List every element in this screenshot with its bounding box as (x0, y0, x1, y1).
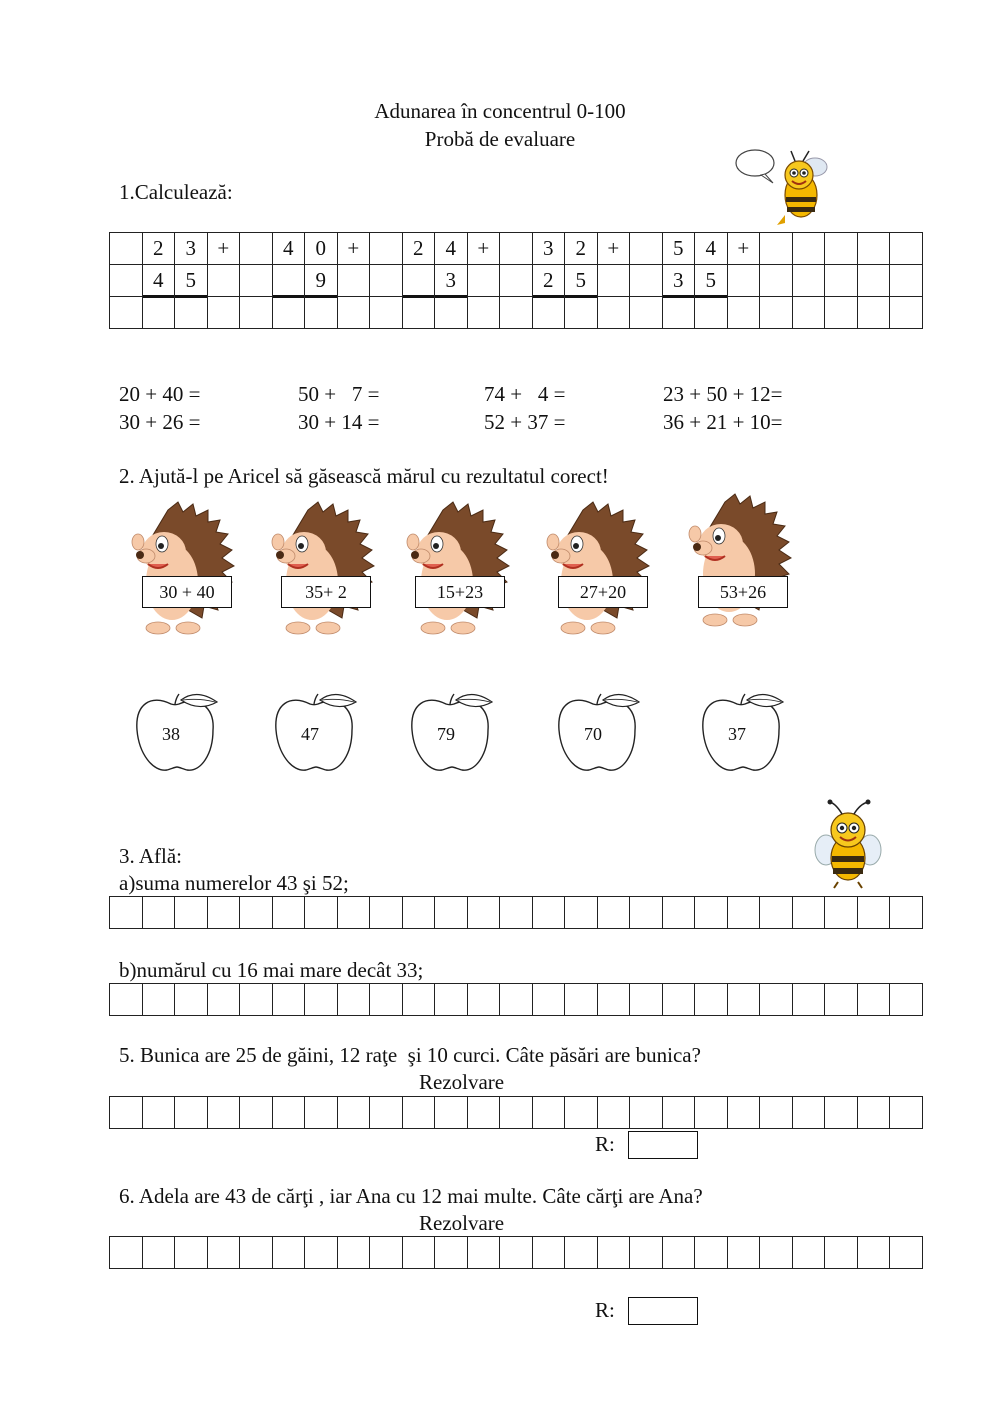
equation: 74 + 4 = (484, 382, 566, 406)
grid-cell[interactable] (467, 1237, 500, 1269)
grid-cell[interactable] (890, 1097, 923, 1129)
grid-cell[interactable] (175, 897, 208, 929)
grid-cell[interactable] (630, 265, 663, 297)
answer-grid-5 (109, 1096, 923, 1129)
grid-cell[interactable] (630, 897, 663, 929)
grid-cell[interactable] (142, 265, 175, 297)
grid-cell[interactable] (760, 233, 793, 265)
grid-cell[interactable] (532, 984, 565, 1016)
grid-cell[interactable] (110, 1237, 143, 1269)
grid-cell[interactable] (662, 1237, 695, 1269)
grid-cell[interactable] (435, 297, 468, 329)
grid-cell[interactable] (727, 297, 760, 329)
grid-cell[interactable] (207, 297, 240, 329)
grid-digit: 2 (153, 236, 164, 260)
grid-cell[interactable] (175, 984, 208, 1016)
grid-cell[interactable] (857, 984, 890, 1016)
grid-cell[interactable] (857, 1237, 890, 1269)
grid-cell[interactable] (305, 984, 338, 1016)
grid-cell[interactable] (110, 297, 143, 329)
grid-cell[interactable] (890, 297, 923, 329)
grid-cell[interactable] (272, 984, 305, 1016)
grid-cell[interactable] (272, 265, 305, 297)
grid-digit: 3 (445, 268, 456, 292)
grid-cell[interactable] (500, 233, 533, 265)
grid-cell[interactable] (727, 1237, 760, 1269)
grid-cell[interactable] (662, 984, 695, 1016)
grid-cell[interactable] (240, 233, 273, 265)
grid-cell[interactable] (207, 1097, 240, 1129)
grid-cell[interactable] (435, 984, 468, 1016)
grid-cell[interactable] (532, 297, 565, 329)
exercise-6-rezolvare: Rezolvare (419, 1211, 505, 1235)
grid-digit: 3 (673, 268, 684, 292)
grid-cell[interactable] (630, 297, 663, 329)
hedgehog-expression[interactable]: 35+ 2 (281, 576, 371, 608)
grid-cell[interactable] (890, 233, 923, 265)
grid-cell[interactable] (435, 265, 468, 297)
grid-cell[interactable] (272, 297, 305, 329)
grid-digit: 5 (705, 268, 716, 292)
grid-cell[interactable] (272, 897, 305, 929)
grid-cell[interactable] (467, 233, 500, 265)
apple-number: 47 (301, 724, 319, 744)
grid-digit: + (347, 236, 360, 260)
grid-cell[interactable] (305, 233, 338, 265)
grid-cell[interactable] (565, 297, 598, 329)
grid-cell[interactable] (727, 265, 760, 297)
grid-cell[interactable] (532, 1237, 565, 1269)
grid-cell[interactable] (467, 984, 500, 1016)
grid-cell[interactable] (402, 897, 435, 929)
grid-cell[interactable] (630, 984, 663, 1016)
grid-cell[interactable] (272, 1237, 305, 1269)
grid-cell[interactable] (597, 1097, 630, 1129)
grid-cell[interactable] (207, 233, 240, 265)
grid-cell[interactable] (337, 233, 370, 265)
grid-cell[interactable] (597, 233, 630, 265)
grid-cell[interactable] (597, 1237, 630, 1269)
grid-cell[interactable] (630, 1097, 663, 1129)
grid-cell[interactable] (110, 233, 143, 265)
grid-cell[interactable] (760, 265, 793, 297)
grid-cell[interactable] (825, 1097, 858, 1129)
grid-cell[interactable] (175, 1237, 208, 1269)
grid-cell[interactable] (467, 297, 500, 329)
equation: 30 + 14 = (298, 410, 380, 434)
grid-cell[interactable] (695, 1237, 728, 1269)
grid-cell[interactable] (792, 233, 825, 265)
grid-cell[interactable] (695, 1097, 728, 1129)
grid-cell[interactable] (760, 1097, 793, 1129)
grid-cell[interactable] (435, 1097, 468, 1129)
equation: 52 + 37 = (484, 410, 566, 434)
grid-cell[interactable] (207, 265, 240, 297)
grid-cell[interactable] (662, 1097, 695, 1129)
exercise-1-heading: 1.Calculează: (119, 180, 233, 204)
equation: 20 + 40 = (119, 382, 201, 406)
grid-cell[interactable] (662, 233, 695, 265)
grid-cell[interactable] (727, 233, 760, 265)
grid-cell[interactable] (727, 1097, 760, 1129)
grid-cell[interactable] (825, 297, 858, 329)
grid-digit: 3 (185, 236, 196, 260)
hedgehog-expression[interactable]: 15+23 (415, 576, 505, 608)
grid-cell[interactable] (792, 1097, 825, 1129)
grid-cell[interactable] (532, 897, 565, 929)
grid-cell[interactable] (370, 297, 403, 329)
equation: 23 + 50 + 12= (663, 382, 783, 406)
grid-cell[interactable] (402, 265, 435, 297)
grid-cell[interactable] (565, 233, 598, 265)
grid-cell[interactable] (207, 897, 240, 929)
grid-cell[interactable] (467, 1097, 500, 1129)
grid-cell[interactable] (142, 984, 175, 1016)
grid-cell[interactable] (142, 897, 175, 929)
grid-cell[interactable] (857, 233, 890, 265)
grid-cell[interactable] (565, 265, 598, 297)
hedgehog-icon (685, 492, 795, 632)
grid-cell[interactable] (402, 297, 435, 329)
grid-cell[interactable] (695, 265, 728, 297)
equation: 30 + 26 = (119, 410, 201, 434)
grid-cell[interactable] (760, 984, 793, 1016)
grid-digit: 0 (315, 236, 326, 260)
grid-cell[interactable] (337, 984, 370, 1016)
grid-cell[interactable] (467, 897, 500, 929)
grid-cell[interactable] (565, 1237, 598, 1269)
grid-cell[interactable] (240, 897, 273, 929)
grid-cell[interactable] (337, 1237, 370, 1269)
grid-cell[interactable] (175, 297, 208, 329)
grid-cell[interactable] (110, 897, 143, 929)
exercise-3a-text: a)suma numerelor 43 şi 52; (119, 871, 349, 895)
grid-cell[interactable] (532, 233, 565, 265)
grid-cell[interactable] (695, 297, 728, 329)
grid-cell[interactable] (597, 897, 630, 929)
grid-cell[interactable] (825, 233, 858, 265)
grid-cell[interactable] (142, 1237, 175, 1269)
grid-digit: 2 (575, 236, 586, 260)
grid-cell[interactable] (240, 1097, 273, 1129)
apple-number: 37 (728, 724, 746, 744)
grid-cell[interactable] (890, 984, 923, 1016)
exercise-5-rezolvare: Rezolvare (419, 1070, 505, 1094)
exercise-5-result-label: R: (595, 1132, 615, 1156)
grid-cell[interactable] (142, 233, 175, 265)
grid-digit: 9 (315, 268, 326, 292)
grid-digit: 4 (283, 236, 294, 260)
grid-digit: + (607, 236, 620, 260)
grid-cell[interactable] (695, 984, 728, 1016)
grid-cell[interactable] (500, 265, 533, 297)
grid-cell[interactable] (402, 984, 435, 1016)
grid-cell[interactable] (337, 897, 370, 929)
grid-digit: 5 (673, 236, 684, 260)
grid-cell[interactable] (435, 233, 468, 265)
grid-cell[interactable] (305, 297, 338, 329)
grid-cell[interactable] (825, 1237, 858, 1269)
grid-digit: 2 (543, 268, 554, 292)
exercise-3-heading: 3. Află: (119, 844, 182, 868)
grid-cell[interactable] (240, 297, 273, 329)
hedgehog-icon (543, 500, 653, 640)
grid-digit: + (737, 236, 750, 260)
grid-cell[interactable] (597, 265, 630, 297)
grid-digit: + (477, 236, 490, 260)
worksheet-title (0, 97, 1000, 153)
grid-cell[interactable] (500, 897, 533, 929)
grid-cell[interactable] (402, 1237, 435, 1269)
grid-cell[interactable] (305, 1237, 338, 1269)
exercise-6-text: 6. Adela are 43 de cărţi , iar Ana cu 12 mai multe. Câte cărţi are Ana? (119, 1184, 703, 1208)
grid-digit: 4 (705, 236, 716, 260)
grid-digit: 5 (185, 268, 196, 292)
grid-cell[interactable] (142, 297, 175, 329)
grid-cell[interactable] (792, 897, 825, 929)
grid-cell[interactable] (792, 1237, 825, 1269)
grid-digit: 2 (413, 236, 424, 260)
grid-cell[interactable] (240, 265, 273, 297)
grid-cell[interactable] (662, 297, 695, 329)
exercise-5-result-box[interactable] (628, 1131, 698, 1159)
grid-cell[interactable] (500, 984, 533, 1016)
exercise-6-result-box[interactable] (628, 1297, 698, 1325)
grid-cell[interactable] (337, 1097, 370, 1129)
grid-cell[interactable] (175, 1097, 208, 1129)
grid-cell[interactable] (825, 897, 858, 929)
grid-cell[interactable] (760, 897, 793, 929)
answer-grid-6 (109, 1236, 923, 1269)
grid-cell[interactable] (142, 1097, 175, 1129)
grid-cell[interactable] (857, 297, 890, 329)
grid-cell[interactable] (565, 984, 598, 1016)
grid-cell[interactable] (760, 297, 793, 329)
answer-grid-3b (109, 983, 923, 1016)
title-line-2: Probă de evaluare (424, 127, 576, 151)
hedgehog-expression[interactable]: 30 + 40 (142, 576, 232, 608)
grid-cell[interactable] (175, 233, 208, 265)
grid-cell[interactable] (630, 1237, 663, 1269)
grid-cell[interactable] (207, 1237, 240, 1269)
title-line-1: Adunarea în concentrul 0-100 (374, 99, 626, 123)
grid-cell[interactable] (207, 984, 240, 1016)
answer-grid-3a (109, 896, 923, 929)
hedgehog-icon (268, 500, 378, 640)
grid-cell[interactable] (532, 265, 565, 297)
exercise-3b-text: b)numărul cu 16 mai mare decât 33; (119, 958, 424, 982)
bee-speech-icon (735, 145, 835, 235)
grid-cell[interactable] (370, 897, 403, 929)
grid-cell[interactable] (370, 233, 403, 265)
grid-cell[interactable] (402, 233, 435, 265)
grid-cell[interactable] (760, 1237, 793, 1269)
grid-cell[interactable] (272, 1097, 305, 1129)
hedgehog-expression[interactable]: 53+26 (698, 576, 788, 608)
calculation-grid (109, 232, 923, 329)
grid-cell[interactable] (825, 265, 858, 297)
exercise-5-text: 5. Bunica are 25 de găini, 12 raţe şi 10 curci. Câte păsări are bunica? (119, 1043, 701, 1067)
hedgehog-expression[interactable]: 27+20 (558, 576, 648, 608)
grid-cell[interactable] (890, 1237, 923, 1269)
grid-cell[interactable] (435, 1237, 468, 1269)
grid-cell[interactable] (825, 984, 858, 1016)
grid-cell[interactable] (565, 897, 598, 929)
grid-digit: + (217, 236, 230, 260)
grid-cell[interactable] (662, 897, 695, 929)
apple-number: 38 (162, 724, 180, 744)
hedgehog-icon (128, 500, 238, 640)
grid-digit: 4 (445, 236, 456, 260)
grid-cell[interactable] (532, 1097, 565, 1129)
grid-cell[interactable] (272, 233, 305, 265)
grid-cell[interactable] (890, 897, 923, 929)
grid-cell[interactable] (727, 897, 760, 929)
grid-cell[interactable] (695, 233, 728, 265)
grid-cell[interactable] (110, 1097, 143, 1129)
grid-cell[interactable] (305, 265, 338, 297)
hedgehog-icon (403, 500, 513, 640)
grid-cell[interactable] (500, 1097, 533, 1129)
grid-cell[interactable] (662, 265, 695, 297)
grid-cell[interactable] (435, 897, 468, 929)
grid-cell[interactable] (857, 265, 890, 297)
apple-number: 79 (437, 724, 455, 744)
grid-cell[interactable] (175, 265, 208, 297)
grid-cell[interactable] (792, 265, 825, 297)
grid-cell[interactable] (110, 984, 143, 1016)
grid-cell[interactable] (857, 1097, 890, 1129)
grid-cell[interactable] (630, 233, 663, 265)
grid-cell[interactable] (565, 1097, 598, 1129)
grid-cell[interactable] (305, 1097, 338, 1129)
grid-cell[interactable] (337, 297, 370, 329)
exercise-6-result-label: R: (595, 1298, 615, 1322)
bee-icon (812, 798, 884, 890)
grid-cell[interactable] (597, 297, 630, 329)
exercise-2-heading: 2. Ajută-l pe Aricel să găsească mărul cu rezultatul corect! (119, 464, 609, 488)
grid-cell[interactable] (370, 984, 403, 1016)
grid-cell[interactable] (597, 984, 630, 1016)
equation: 36 + 21 + 10= (663, 410, 783, 434)
grid-cell[interactable] (467, 265, 500, 297)
grid-cell[interactable] (370, 265, 403, 297)
grid-cell[interactable] (500, 297, 533, 329)
grid-cell[interactable] (370, 1237, 403, 1269)
grid-cell[interactable] (727, 984, 760, 1016)
grid-digit: 5 (575, 268, 586, 292)
equation: 50 + 7 = (298, 382, 380, 406)
grid-cell[interactable] (337, 265, 370, 297)
grid-cell[interactable] (500, 1237, 533, 1269)
grid-cell[interactable] (792, 297, 825, 329)
grid-cell[interactable] (370, 1097, 403, 1129)
grid-cell[interactable] (857, 897, 890, 929)
grid-digit: 3 (543, 236, 554, 260)
grid-cell[interactable] (110, 265, 143, 297)
grid-digit: 4 (153, 268, 164, 292)
grid-cell[interactable] (305, 897, 338, 929)
grid-cell[interactable] (792, 984, 825, 1016)
grid-cell[interactable] (240, 984, 273, 1016)
grid-cell[interactable] (240, 1237, 273, 1269)
apple-number: 70 (584, 724, 602, 744)
grid-cell[interactable] (890, 265, 923, 297)
grid-cell[interactable] (402, 1097, 435, 1129)
grid-cell[interactable] (695, 897, 728, 929)
